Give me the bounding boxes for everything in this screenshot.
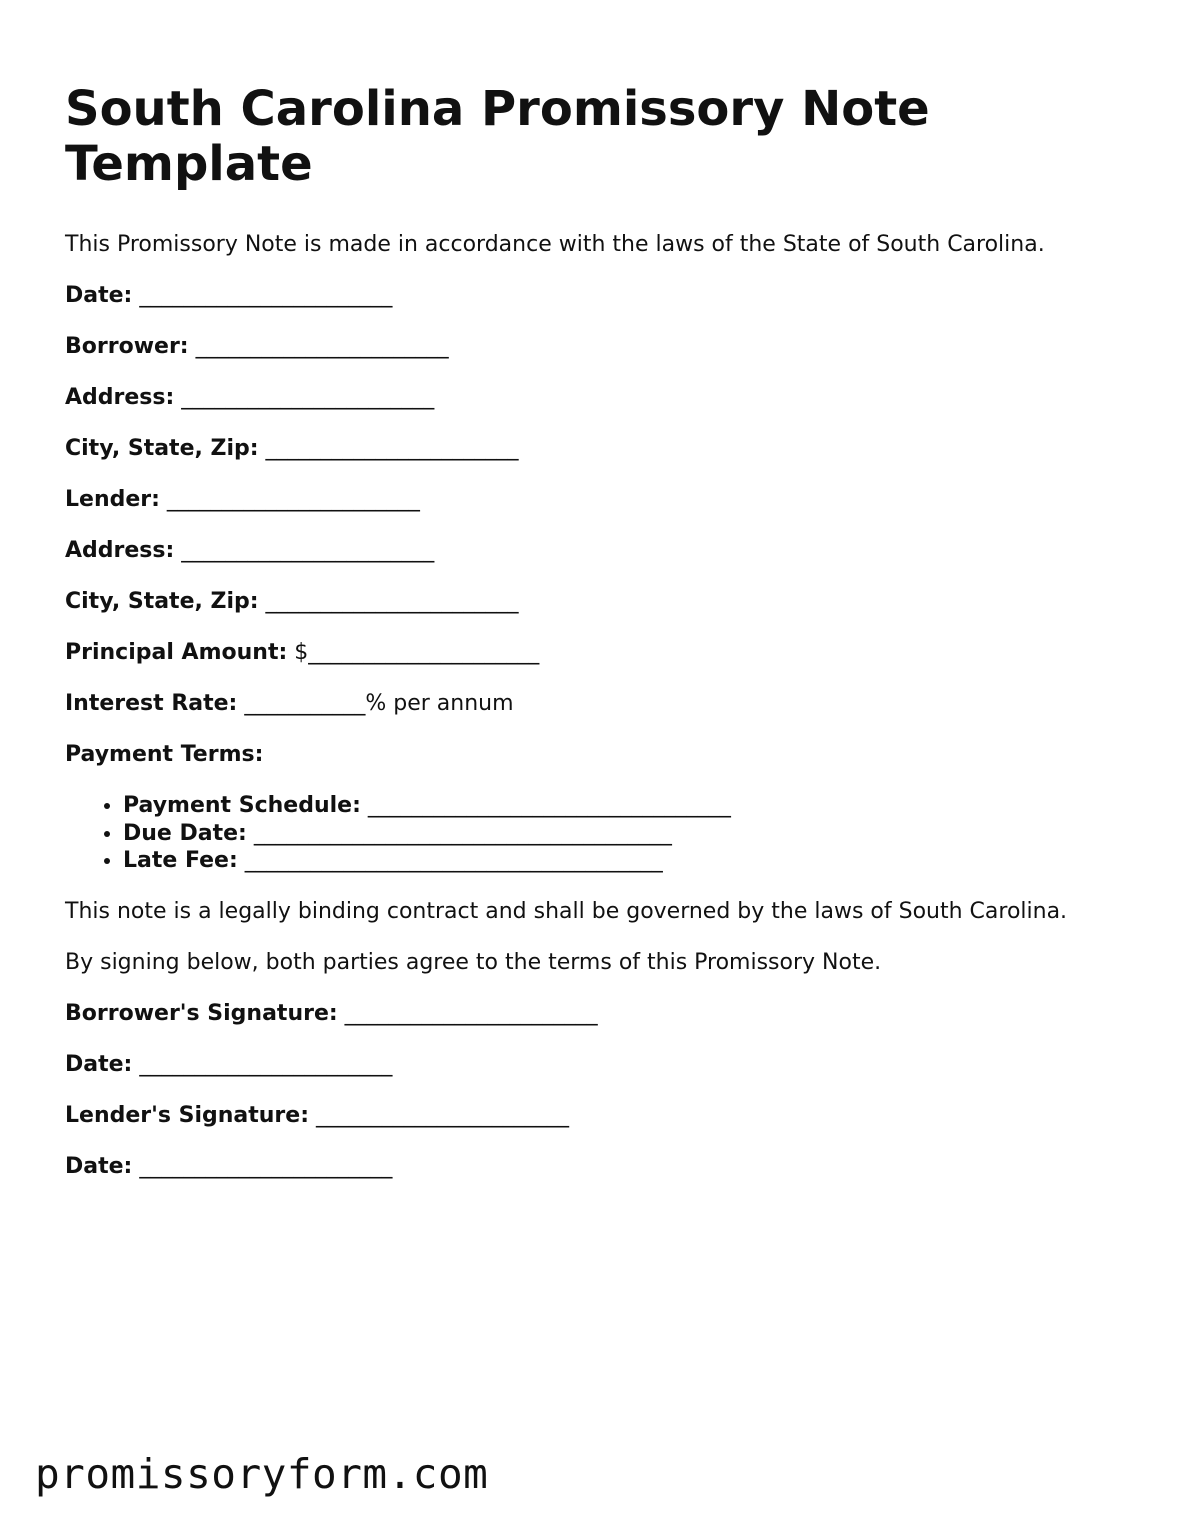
lender-field <box>65 487 1145 513</box>
date-blank: _______________________ <box>132 283 393 308</box>
borrower-signature-blank: _______________________ <box>337 1000 598 1026</box>
borrower-field <box>65 334 1145 360</box>
borrower-city-blank: _______________________ <box>258 436 519 461</box>
borrower-address-label: Address: <box>65 385 175 410</box>
payment-terms-list <box>65 792 1145 875</box>
payment-schedule-blank: _________________________________ <box>360 793 731 818</box>
interest-rate-label: Interest Rate: <box>65 691 238 716</box>
lender-address-label: Address: <box>65 538 175 563</box>
borrower-date-label: Date: <box>65 1051 133 1077</box>
borrower-city-label: City, State, Zip: <box>65 436 259 461</box>
due-date-label: Due Date: <box>123 820 247 846</box>
lender-date-blank: _______________________ <box>132 1153 393 1179</box>
borrower-address-field <box>65 385 1145 411</box>
lender-address-blank: _______________________ <box>174 538 435 563</box>
list-item <box>123 792 1145 820</box>
lender-city-field <box>65 589 1145 615</box>
lender-city-blank: _______________________ <box>258 589 519 614</box>
principal-amount-field <box>65 640 1145 666</box>
date-field <box>65 283 1145 309</box>
payment-schedule-label: Payment Schedule: <box>123 793 361 818</box>
binding-text: This note is a legally binding contract and shall be governed by the laws of South Carolina. <box>65 898 1068 924</box>
principal-amount-label: Principal Amount: <box>65 640 288 665</box>
lender-label: Lender: <box>65 487 160 512</box>
borrower-date-field <box>65 1052 1145 1078</box>
borrower-signature-field <box>65 1001 1145 1027</box>
intro-text: This Promissory Note is made in accordance with the laws of the State of South Carolina. <box>65 232 1045 257</box>
borrower-signature-label: Borrower's Signature: <box>65 1000 338 1026</box>
document-page <box>65 82 1145 1205</box>
date-label: Date: <box>65 283 133 308</box>
site-brand: promissoryform.com <box>35 1450 489 1498</box>
list-item <box>123 820 1145 848</box>
payment-terms-label: Payment Terms: <box>65 742 264 767</box>
borrower-city-field <box>65 436 1145 462</box>
interest-rate-field <box>65 691 1145 717</box>
borrower-label: Borrower: <box>65 334 189 359</box>
lender-signature-field <box>65 1103 1145 1129</box>
payment-terms-heading <box>65 742 1145 768</box>
borrower-blank: _______________________ <box>188 334 449 359</box>
lender-signature-label: Lender's Signature: <box>65 1102 309 1128</box>
borrower-date-blank: _______________________ <box>132 1051 393 1077</box>
borrower-address-blank: _______________________ <box>174 385 435 410</box>
page-title: South Carolina Promissory Note Template <box>65 81 930 192</box>
agreement-text: By signing below, both parties agree to the terms of this Promissory Note. <box>65 949 882 975</box>
late-fee-label: Late Fee: <box>123 848 238 873</box>
list-item <box>123 847 1145 875</box>
lender-date-field <box>65 1154 1145 1180</box>
lender-date-label: Date: <box>65 1153 133 1179</box>
lender-city-label: City, State, Zip: <box>65 589 259 614</box>
lender-signature-blank: _______________________ <box>309 1102 569 1128</box>
lender-blank: _______________________ <box>159 487 420 512</box>
interest-rate-blank: ___________% per annum <box>237 691 514 716</box>
due-date-blank: ______________________________________ <box>246 820 672 846</box>
lender-address-field <box>65 538 1145 564</box>
principal-amount-blank: $_____________________ <box>287 640 540 665</box>
late-fee-blank: ______________________________________ <box>237 848 663 873</box>
